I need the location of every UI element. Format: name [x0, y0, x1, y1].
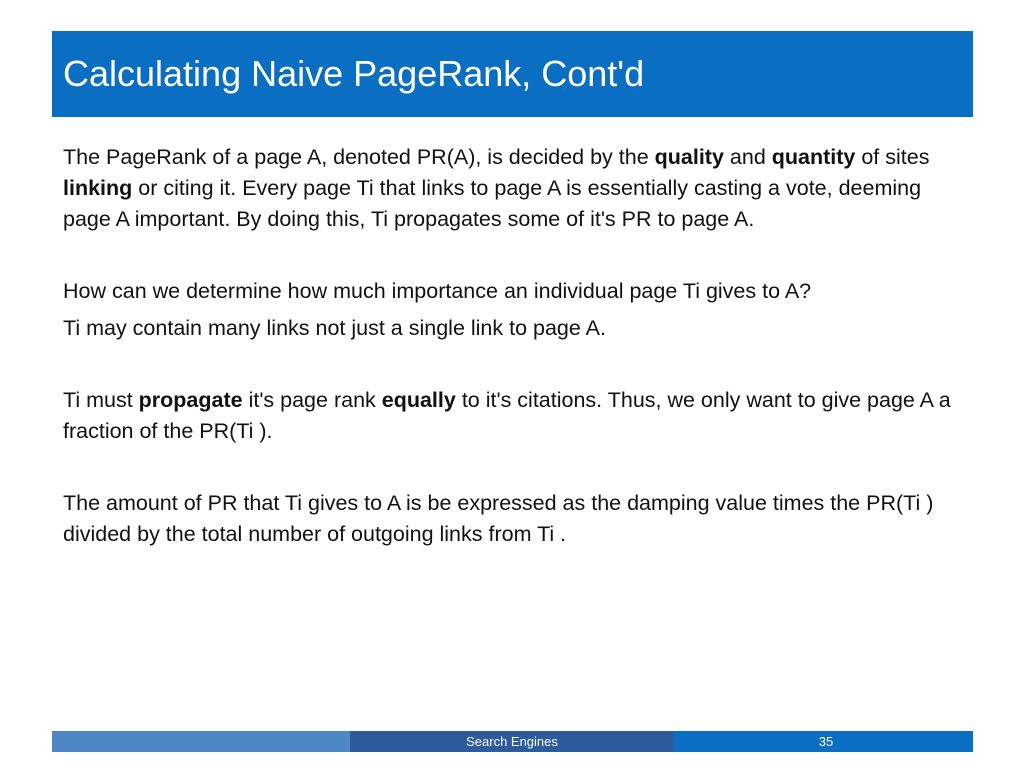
text-run: to it's citations. Thus, we only want to give page A a fraction of the PR(Ti ). [63, 388, 951, 443]
footer-segment-middle [350, 731, 674, 752]
spacer [63, 235, 963, 276]
bold-quality: quality [654, 145, 724, 169]
slide-body [63, 142, 963, 550]
paragraph-pagerank-definition [63, 142, 963, 235]
title-bar [52, 31, 973, 117]
page-number: 35 [818, 734, 834, 749]
bold-equally: equally [381, 388, 456, 412]
paragraph-question: How can we determine how much importance an individual page Ti gives to A? [63, 279, 812, 303]
text-run: Ti must [63, 388, 139, 412]
text-run: or citing it. Every page Ti that links to page A is essentially casting a vote, deeming page A important. By doing this, Ti propagates some of it's PR to page A. [63, 176, 922, 231]
bold-propagate: propagate [138, 388, 243, 412]
text-run: and [723, 145, 772, 169]
text-run: of sites [855, 145, 930, 169]
paragraph-many-links: Ti may contain many links not just a single link to page A. [63, 316, 606, 340]
bold-quantity: quantity [771, 145, 856, 169]
footer-segment-right [674, 731, 973, 752]
paragraph-damping: The amount of PR that Ti gives to A is be expressed as the damping value times the PR(Ti ) divided by the total number of outgoing links from Ti . [63, 491, 934, 546]
paragraph-propagate [63, 385, 963, 447]
text-run: The PageRank of a page A, denoted PR(A), is decided by the [63, 145, 655, 169]
text-run: it's page rank [242, 388, 382, 412]
slide-title: Calculating Naive PageRank, Cont'd [63, 53, 645, 94]
footer-segment-left [52, 731, 350, 752]
bold-linking: linking [63, 176, 133, 200]
spacer [63, 447, 963, 488]
footer-label: Search Engines [466, 734, 558, 749]
spacer [63, 344, 963, 385]
footer-bar [52, 731, 973, 752]
